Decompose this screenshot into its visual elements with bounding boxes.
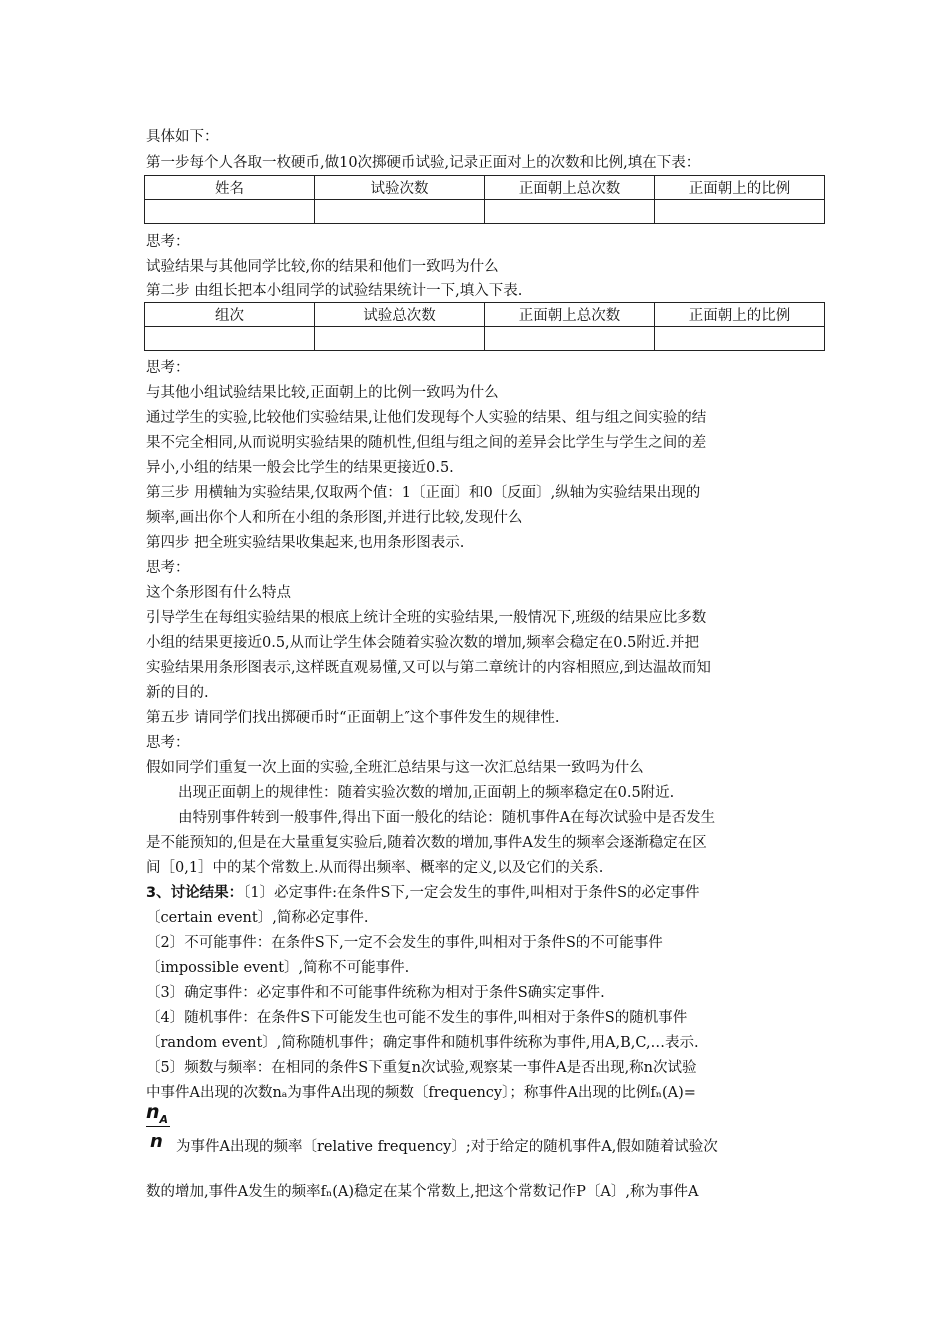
text-line: 实验结果用条形图表示,这样既直观易懂,又可以与第二章统计的内容相照应,到达温故而知 bbox=[146, 660, 711, 676]
table-cell bbox=[655, 200, 825, 224]
table-row bbox=[145, 200, 825, 224]
text-line: 第三步 用横轴为实验结果,仅取两个值：1〔正面〕和0〔反面〕,纵轴为实验结果出现的 bbox=[146, 485, 701, 501]
text-line: 小组的结果更接近0.5,从而让学生体会随着实验次数的增加,频率会稳定在0.5附近.并把 bbox=[146, 635, 699, 651]
text-line: 间［0,1］中的某个常数上.从而得出频率、概率的定义,以及它们的关系. bbox=[146, 860, 604, 876]
table-cell bbox=[145, 200, 315, 224]
table-header-cell: 组次 bbox=[145, 303, 315, 327]
text-line: 果不完全相同,从而说明实验结果的随机性,但组与组之间的差异会比学生与学生之间的差 bbox=[146, 435, 707, 451]
text-line: 〔5〕频数与频率：在相同的条件S下重复n次试验,观察某一事件A是否出现,称n次试验 bbox=[146, 1060, 697, 1076]
table-cell bbox=[145, 327, 315, 351]
text-line: 通过学生的实验,比较他们实验结果,让他们发现每个人实验的结果、组与组之间实验的结 bbox=[146, 410, 707, 426]
text-line: 出现正面朝上的规律性：随着实验次数的增加,正面朝上的频率稳定在0.5附近. bbox=[178, 785, 675, 801]
text-span: 〔1〕必定事件:在条件S下,一定会发生的事件,叫相对于条件S的必定事件 bbox=[243, 885, 700, 901]
table-individual bbox=[144, 175, 825, 224]
text-line: 为事件A出现的频率〔relative frequency〕;对于给定的随机事件A,假如随着试验次 bbox=[176, 1139, 718, 1155]
fraction-denominator: n bbox=[150, 1131, 163, 1152]
text-line: 〔4〕随机事件：在条件S下可能发生也可能不发生的事件,叫相对于条件S的随机事件 bbox=[146, 1010, 688, 1026]
text-line: 与其他小组试验结果比较,正面朝上的比例一致吗为什么 bbox=[146, 385, 499, 401]
table-header-row bbox=[145, 303, 825, 327]
text-line: 思考： bbox=[146, 560, 190, 576]
table-header-cell: 正面朝上的比例 bbox=[655, 176, 825, 200]
text-line: 〔random event〕,简称随机事件；确定事件和随机事件统称为事件,用A,B,C,…表示. bbox=[146, 1035, 699, 1051]
table-header-cell: 正面朝上总次数 bbox=[485, 176, 655, 200]
text-line: 中事件A出现的次数nₐ为事件A出现的频数〔frequency〕；称事件A出现的比例fₙ(A)= bbox=[146, 1085, 696, 1101]
table-cell bbox=[485, 200, 655, 224]
text-line: 试验结果与其他同学比较,你的结果和他们一致吗为什么 bbox=[146, 259, 499, 275]
table-group bbox=[144, 302, 825, 351]
text-line bbox=[146, 884, 700, 902]
table-header-cell: 试验次数 bbox=[315, 176, 485, 200]
text-line: 〔impossible event〕,简称不可能事件. bbox=[146, 960, 410, 976]
text-line: 〔certain event〕,简称必定事件. bbox=[146, 910, 369, 926]
text-line: 由特别事件转到一般事件,得出下面一般化的结论：随机事件A在每次试验中是否发生 bbox=[178, 810, 716, 826]
section-heading: 3、讨论结果： bbox=[146, 885, 244, 901]
table-cell bbox=[315, 200, 485, 224]
text-line: 异小,小组的结果一般会比学生的结果更接近0.5. bbox=[146, 460, 454, 476]
fraction-bar bbox=[146, 1126, 170, 1127]
table-cell bbox=[485, 327, 655, 351]
table-header-cell: 正面朝上的比例 bbox=[655, 303, 825, 327]
text-line: 第四步 把全班实验结果收集起来,也用条形图表示. bbox=[146, 535, 465, 551]
text-line: 新的目的. bbox=[146, 685, 209, 701]
text-line: 是不能预知的,但是在大量重复实验后,随着次数的增加,事件A发生的频率会逐渐稳定在区 bbox=[146, 835, 707, 851]
text-line: 引导学生在每组实验结果的根底上统计全班的实验结果,一般情况下,班级的结果应比多数 bbox=[146, 610, 707, 626]
text-line: 第二步 由组长把本小组同学的试验结果统计一下,填入下表. bbox=[146, 283, 523, 299]
text-line: 频率,画出你个人和所在小组的条形图,并进行比较,发现什么 bbox=[146, 510, 523, 526]
fraction-numerator: $n_A$ bbox=[146, 1101, 169, 1126]
text-line: 思考： bbox=[146, 234, 190, 250]
table-cell bbox=[655, 327, 825, 351]
text-line: 这个条形图有什么特点 bbox=[146, 585, 291, 601]
text-line: 假如同学们重复一次上面的实验,全班汇总结果与这一次汇总结果一致吗为什么 bbox=[146, 760, 644, 776]
table-header-row bbox=[145, 176, 825, 200]
table-header-cell: 正面朝上总次数 bbox=[485, 303, 655, 327]
table-cell bbox=[315, 327, 485, 351]
text-line: 第一步每个人各取一枚硬币,做10次掷硬币试验,记录正面对上的次数和比例,填在下表： bbox=[146, 155, 701, 171]
table-header-cell: 姓名 bbox=[145, 176, 315, 200]
text-line: 〔3〕确定事件：必定事件和不可能事件统称为相对于条件S确实定事件. bbox=[146, 985, 605, 1001]
text-line: 第五步 请同学们找出掷硬币时“正面朝上″这个事件发生的规律性. bbox=[146, 710, 560, 726]
text-line: 思考： bbox=[146, 360, 190, 376]
table-row bbox=[145, 327, 825, 351]
text-line: 思考： bbox=[146, 735, 190, 751]
text-line: 数的增加,事件A发生的频率fₙ(A)稳定在某个常数上,把这个常数记作P〔A〕,称为事件A bbox=[146, 1184, 699, 1200]
text-line: 具体如下： bbox=[146, 129, 219, 145]
table-header-cell: 试验总次数 bbox=[315, 303, 485, 327]
text-line: 〔2〕不可能事件：在条件S下,一定不会发生的事件,叫相对于条件S的不可能事件 bbox=[146, 935, 663, 951]
